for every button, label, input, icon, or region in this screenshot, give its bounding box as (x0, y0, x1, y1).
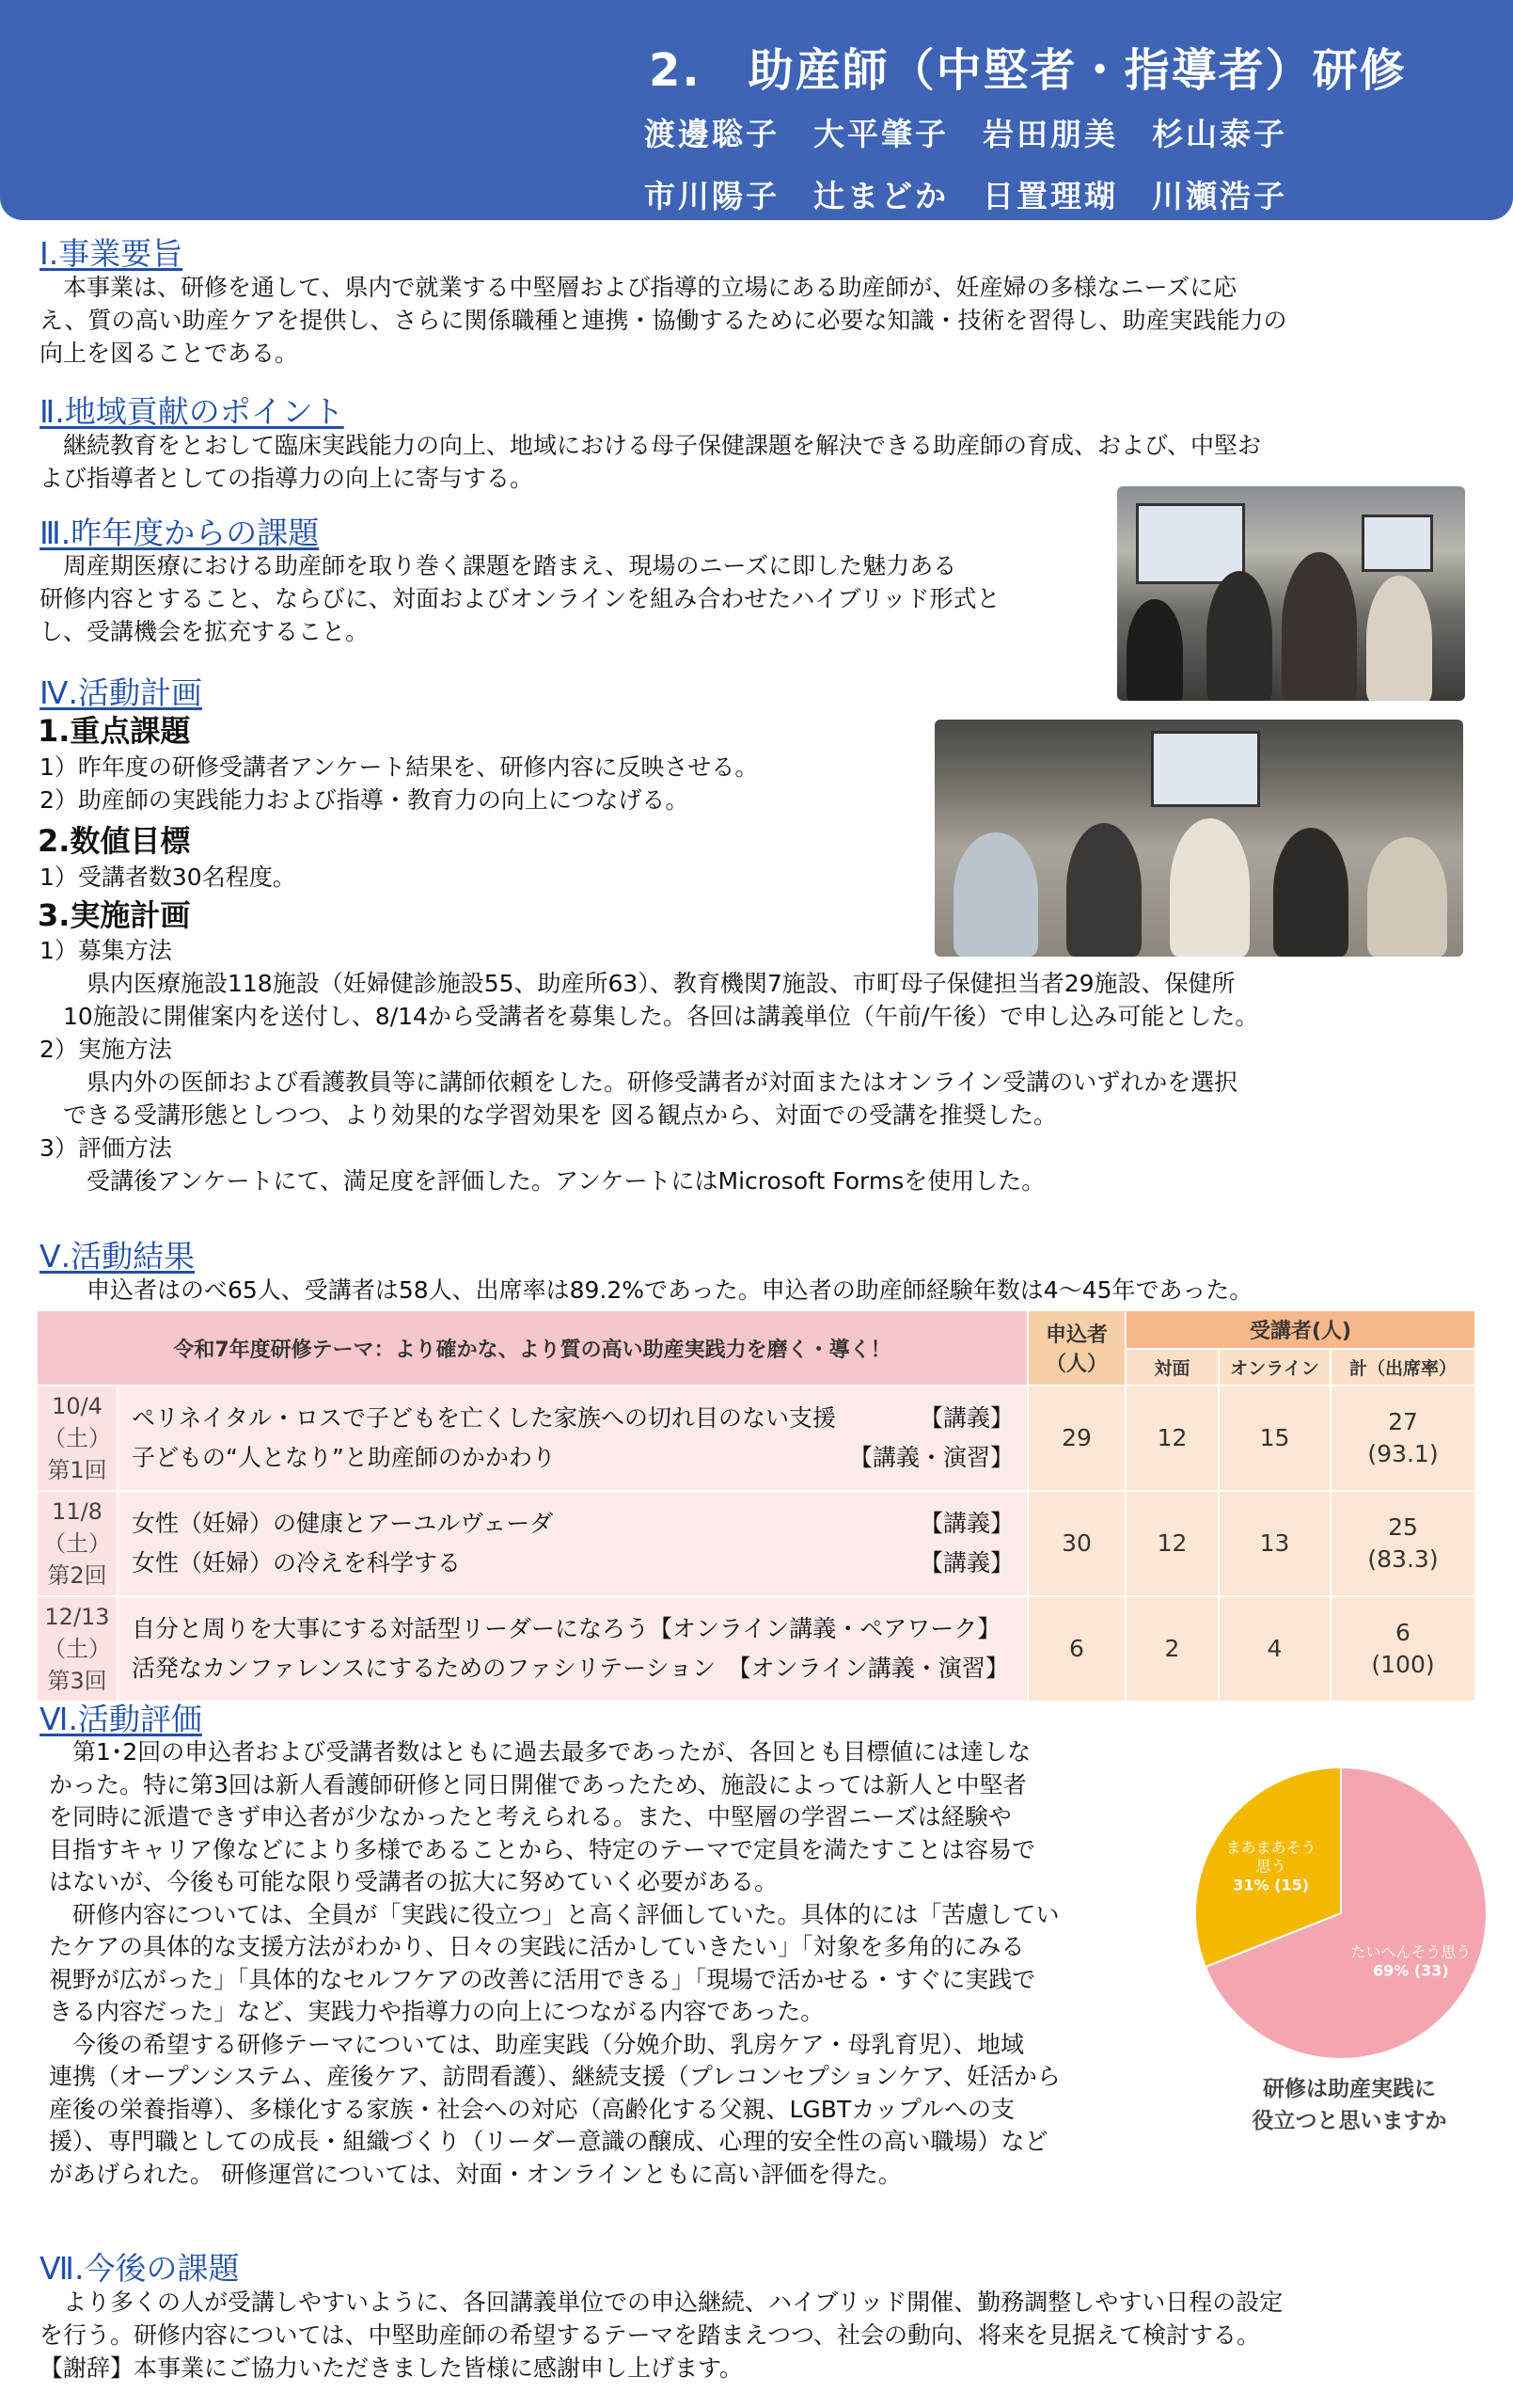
pie-svg (1190, 1763, 1491, 2064)
text-line: 県内医療施設118施設（妊婦健診施設55、助産所63）、教育機関7施設、市町母子保健担当者29施設、保健所 (39, 970, 1236, 997)
list-item: 1）受講者数30名程度。 (39, 863, 296, 891)
text-line: きる内容だった」など、実践力や指導力の向上につながる内容であった。 (49, 1998, 825, 2025)
attendance-rate: (100) (1371, 1651, 1435, 1678)
topic-row (132, 1399, 1014, 1438)
text-line: 連携（オープンシステム、産後ケア、訪問看護）、継続支援（プレコンセプションケア、妊活から (49, 2063, 1061, 2090)
future-body (39, 2286, 1492, 2384)
text-line: たケアの具体的な支援方法がわかり、日々の実践に活かしていきたい」「対象を多角的にみる (49, 1933, 1025, 1960)
topic-type: 【講義】 (919, 1549, 1014, 1576)
applicants-cell: 6 (1028, 1596, 1126, 1702)
inperson-cell: 12 (1126, 1386, 1219, 1491)
lecture-photo-groupwork (935, 720, 1463, 957)
session-round: 第3回 (47, 1668, 107, 1694)
text-line: 申込者はのべ65人、受講者は58人、出席率は89.2%であった。申込者の助産師経験年数は4～45年であった。 (39, 1276, 1253, 1304)
session-day: （土） (43, 1636, 111, 1662)
text-line: 継続教育をとおして臨床実践能力の向上、地域における母子保健課題を解決できる助産師の育成、および、中堅お (39, 432, 1262, 459)
authors-line-1: 渡邊聡子 大平肇子 岩田朋美 杉山泰子 (644, 116, 1287, 152)
pie-slice-label: 思う (1255, 1857, 1286, 1876)
applicants-cell: 30 (1028, 1491, 1126, 1596)
online-cell: 4 (1219, 1596, 1331, 1702)
section-heading-issues: Ⅲ.昨年度からの課題 (39, 515, 320, 551)
session-round: 第2回 (47, 1562, 107, 1589)
total-cell (1331, 1491, 1475, 1596)
method-label: 3）評価方法 (39, 1134, 172, 1162)
text-line: 第1･2回の申込者および受講者数はともに過去最多であったが、各回とも目標値には達しな (49, 1738, 1032, 1766)
topic-row (132, 1504, 1014, 1544)
pie-slice-label: たいへんそう思う (1350, 1942, 1472, 1961)
pie-caption-line: 役立つと思いますか (1252, 2109, 1447, 2133)
text-line: 向上を図ることである。 (39, 340, 299, 367)
inperson-cell: 2 (1126, 1596, 1219, 1702)
section-heading-contribution: Ⅱ.地域貢献のポイント (39, 393, 344, 430)
text-line: よび指導者としての指導力の向上に寄与する。 (39, 465, 534, 492)
col-total-header: 計（出席率） (1331, 1349, 1475, 1386)
topic-title: 子どもの“人となり”と助産師のかかわり (132, 1444, 556, 1471)
text-line: 今後の希望する研修テーマについては、助産実践（分娩介助、乳房ケア・母乳育児）、地域 (49, 2030, 1025, 2058)
session-day: （土） (43, 1425, 111, 1451)
text-line: を同時に派遣できず申込者が少なかったと考えられる。また、中堅層の学習ニーズは経験や (49, 1803, 1012, 1830)
col-inperson-header: 対面 (1126, 1349, 1219, 1386)
text-line: 視野が広がった」「具体的なセルフケアの改善に活用できる」「現場で活かせる・すぐに実践で (49, 1965, 1036, 1993)
section-heading-future: Ⅶ.今後の課題 (39, 2250, 240, 2287)
table-theme-header: 令和7年度研修テーマ：より確かな、より質の高い助産実践力を磨く・導く！ (37, 1310, 1028, 1386)
text-line: 受講後アンケートにて、満足度を評価した。アンケートにはMicrosoft Formsを使用した。 (39, 1167, 1046, 1195)
text-line: 10施設に開催案内を送付し、8/14から受講者を募集した。各回は講義単位（午前/午後）で申し込み可能とした。 (39, 1003, 1259, 1030)
subheading-target: 2.数値目標 (38, 823, 191, 859)
online-cell: 15 (1219, 1386, 1331, 1491)
applicants-cell: 29 (1028, 1386, 1126, 1491)
applicants-header: 申込者（人） (1028, 1310, 1126, 1386)
text-line: 研修内容とすること、ならびに、対面およびオンラインを組み合わせたハイブリッド形式と (39, 585, 1001, 612)
section-heading-evaluation: Ⅵ.活動評価 (39, 1701, 202, 1737)
session-topics (118, 1596, 1028, 1702)
list-item: 1）昨年度の研修受講者アンケート結果を、研修内容に反映させる。 (39, 753, 759, 781)
results-summary (39, 1274, 1488, 1307)
table-row (37, 1491, 1475, 1596)
topic-title: 女性（妊婦）の冷えを科学する (132, 1549, 462, 1576)
pie-slice-label: まあまあそう (1225, 1838, 1316, 1857)
text-line: 県内外の医師および看護教員等に講師依頼をした。研修受講者が対面またはオンライン受講のいずれかを選択 (39, 1069, 1238, 1096)
pie-caption-line: 研修は助産実践に (1263, 2077, 1436, 2101)
session-date-cell (37, 1596, 118, 1702)
attendees-header: 受講者(人) (1126, 1310, 1475, 1349)
topic-title: 女性（妊婦）の健康とアーユルヴェーダ (132, 1510, 554, 1537)
session-date-cell (37, 1386, 118, 1491)
text-line: え、質の高い助産ケアを提供し、さらに関係職種と連携・協働するために必要な知識・技術を習得し、助産実践能力の (39, 307, 1287, 334)
topic-title: 活発なカンファレンスにするためのファシリテーション 【オンライン講義・演習】 (132, 1655, 1009, 1682)
page-title: 2. 助産師（中堅者・指導者）研修 (649, 44, 1407, 97)
schedule-table (36, 1309, 1476, 1703)
session-date: 11/8 (52, 1498, 102, 1525)
section-heading-overview: Ⅰ.事業要旨 (39, 235, 183, 272)
topic-title: 自分と周りを大事にする対話型リーダーになろう【オンライン講義・ペアワーク】 (132, 1615, 1001, 1642)
session-day: （土） (43, 1530, 111, 1557)
section-heading-plan: Ⅳ.活動計画 (39, 674, 202, 711)
total-cell (1331, 1596, 1475, 1702)
method-label: 2）実施方法 (39, 1036, 172, 1063)
topic-type: 【講義】 (919, 1510, 1014, 1537)
online-cell: 13 (1219, 1491, 1331, 1596)
list-item: 2）助産師の実践能力および指導・教育力の向上につなげる。 (39, 786, 689, 814)
topic-row (132, 1609, 1014, 1649)
authors-line-2: 市川陽子 辻まどか 日置理瑚 川瀬浩子 (644, 178, 1287, 214)
total-value: 27 (1388, 1408, 1418, 1435)
attendance-rate: (83.3) (1367, 1545, 1439, 1573)
topic-type: 【講義・演習】 (848, 1444, 1014, 1471)
text-line: があげられた。 研修運営については、対面・オンラインともに高い評価を得た。 (49, 2160, 902, 2188)
topic-title: ペリネイタル・ロスで子どもを亡くした家族への切れ目のない支援 (132, 1404, 837, 1432)
session-date-cell (37, 1491, 118, 1596)
pie-slice-label: 69% (33) (1372, 1961, 1449, 1980)
satisfaction-pie-chart (1190, 1763, 1491, 2064)
text-line: できる受講形態としつつ、より効果的な学習効果を 図る観点から、対面での受講を推奨した。 (39, 1101, 1057, 1129)
pie-caption (1222, 2073, 1476, 2137)
text-line: 援）、専門職としての成長・組織づくり（リーダー意識の醸成、心理的安全性の高い職場）など (49, 2128, 1048, 2155)
title-banner (0, 0, 1513, 220)
topic-row (132, 1438, 1014, 1478)
priority-list (39, 751, 933, 816)
pie-slice-label: 31% (15) (1233, 1876, 1310, 1894)
topic-type: 【講義】 (919, 1404, 1014, 1432)
session-round: 第1回 (47, 1457, 107, 1483)
text-line: より多くの人が受講しやすいように、各回講義単位での申込継続、ハイブリッド開催、勤務調整しやすい日程の設定 (39, 2289, 1284, 2316)
text-line: 目指すキャリア像などにより多様であることから、特定のテーマで定員を満たすことは容易で (49, 1835, 1036, 1863)
text-line: 周産期医療における助産師を取り巻く課題を踏まえ、現場のニーズに即した魅力ある (39, 552, 957, 579)
section-heading-results: Ⅴ.活動結果 (39, 1238, 196, 1275)
target-list (39, 861, 933, 894)
acknowledgement: 【謝辞】本事業にご協力いただきました皆様に感謝申し上げます。 (39, 2354, 744, 2382)
text-line: し、受講機会を拡充すること。 (39, 618, 370, 645)
section-body-contribution (39, 429, 1478, 495)
col-online-header: オンライン (1219, 1349, 1331, 1386)
text-line: 研修内容については、全員が「実践に役立つ」と高く評価していた。具体的には「苦慮してい (49, 1900, 1060, 1928)
total-cell (1331, 1386, 1475, 1491)
subheading-priority: 1.重点課題 (38, 713, 191, 749)
text-line: かった。特に第3回は新人看護師研修と同日開催であったため、施設によっては新人と中堅者 (49, 1770, 1027, 1798)
total-value: 6 (1395, 1619, 1411, 1646)
topic-row (132, 1649, 1014, 1688)
lecture-photo-stretching (1117, 486, 1465, 701)
section-body-issues (39, 549, 1121, 648)
section-body-overview (39, 271, 1478, 370)
session-topics (118, 1491, 1028, 1596)
topic-row (132, 1544, 1014, 1583)
inperson-cell: 12 (1126, 1491, 1219, 1596)
evaluation-body (49, 1736, 1196, 2191)
text-line: 本事業は、研修を通して、県内で就業する中堅層および指導的立場にある助産師が、妊産婦の多様なニーズに応 (39, 274, 1237, 301)
session-date: 12/13 (44, 1604, 110, 1630)
subheading-implementation: 3.実施計画 (38, 897, 191, 933)
text-line: を行う。研修内容については、中堅助産師の希望するテーマを踏まえつつ、社会の動向、将来を見据えて検討する。 (39, 2321, 1261, 2349)
text-line: はないが、今後も可能な限り受講者の拡大に努めていく必要がある。 (49, 1868, 779, 1895)
table-row (37, 1596, 1475, 1702)
attendance-rate: (93.1) (1367, 1440, 1439, 1467)
session-date: 10/4 (52, 1393, 102, 1419)
session-topics (118, 1386, 1028, 1491)
method-label: 1）募集方法 (39, 937, 172, 964)
table-row (37, 1386, 1475, 1491)
implementation-body (39, 934, 1488, 1197)
total-value: 25 (1388, 1513, 1418, 1541)
text-line: 産後の栄養指導）、多様化する家族・社会への対応（高齢化する父親、LGBTカップルへの支 (49, 2095, 1015, 2123)
